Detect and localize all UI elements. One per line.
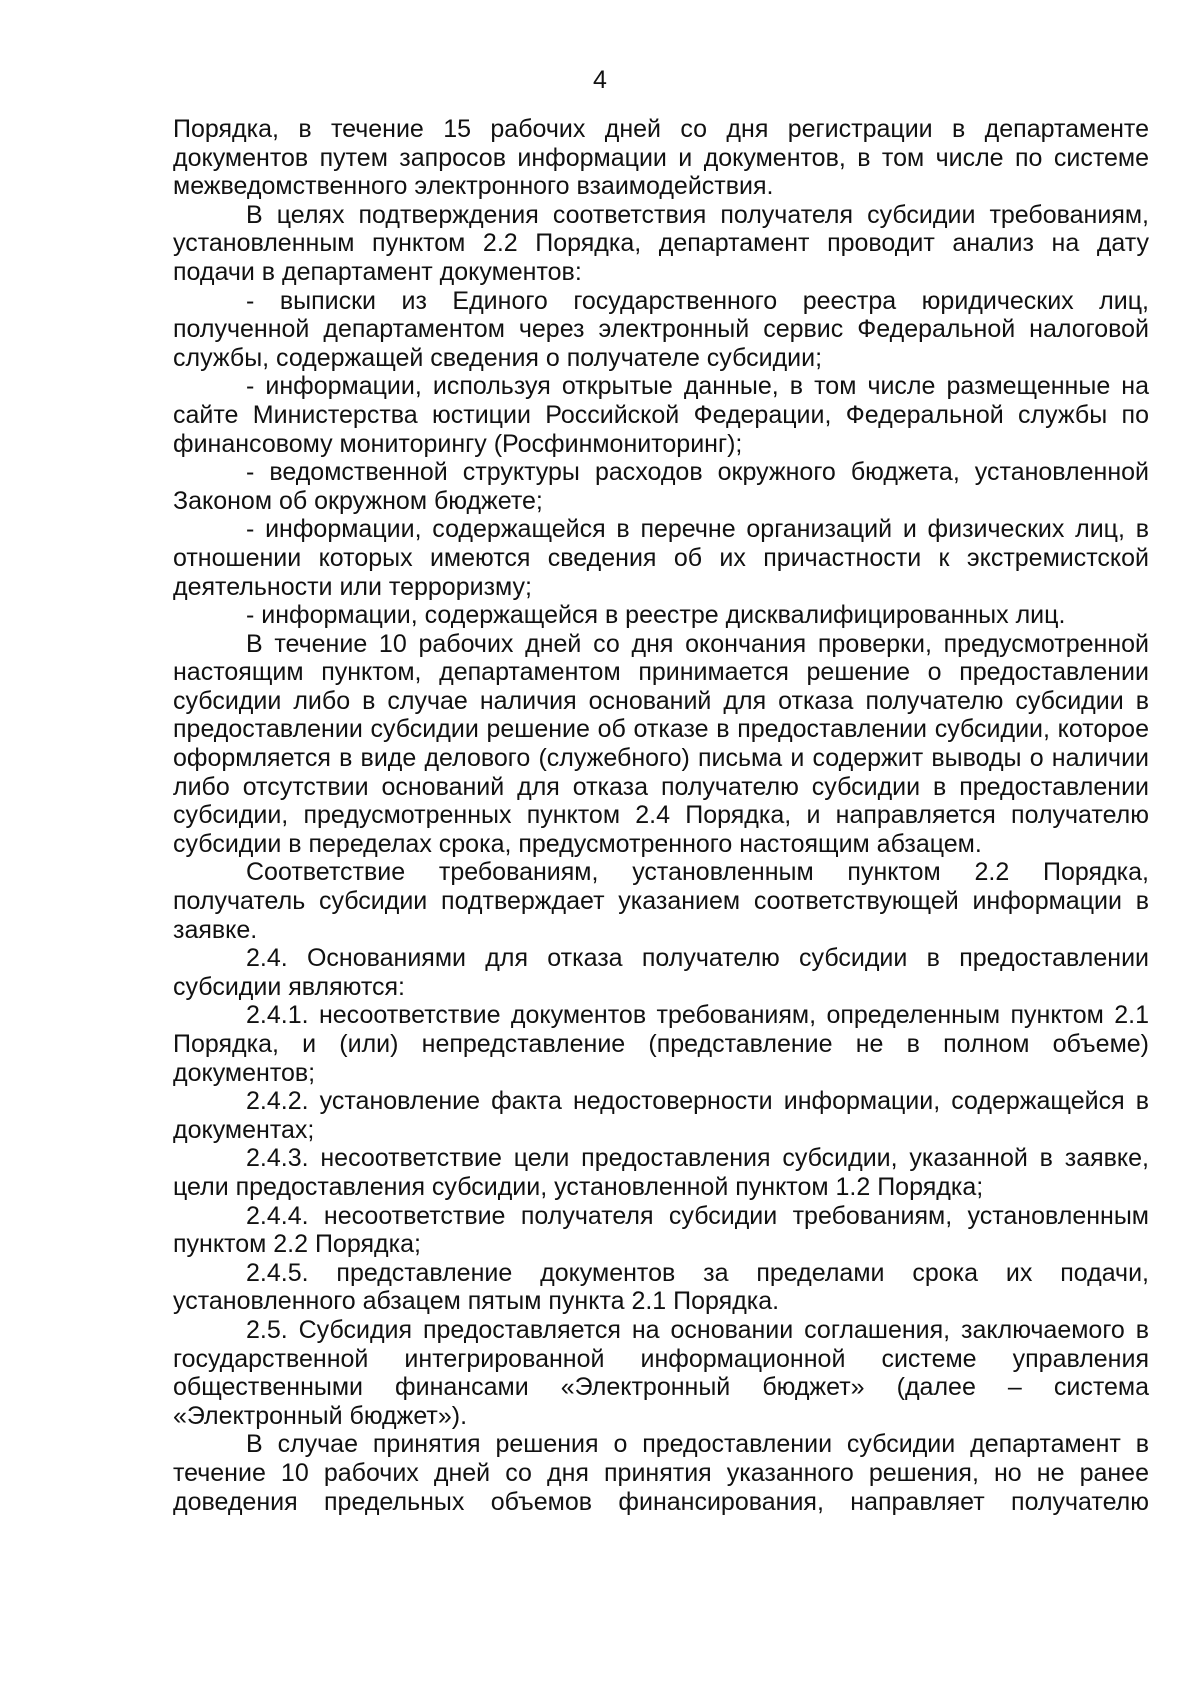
paragraph-verification-intro: В целях подтверждения соответствия получателя субсидии требованиям, установленным пунктом 2.2 Порядка, департамент проводит анализ на дату подачи в департамент документов: bbox=[173, 200, 1149, 286]
paragraph-compliance: Соответствие требованиям, установленным пунктом 2.2 Порядка, получатель субсидии подтверждает указанием соответствующей информации в заявке. bbox=[173, 858, 1149, 944]
section-2-5: 2.5. Субсидия предоставляется на основании соглашения, заключаемого в государственной интегрированной информационной системе управления общественными финансами «Электронный бюджет» (далее – система «Электронный бюджет»). bbox=[173, 1315, 1149, 1430]
list-item-egrul-extract: - выписки из Единого государственного реестра юридических лиц, полученной департаментом через электронный сервис Федеральной налоговой службы, содержащей сведения о получателе субсидии; bbox=[173, 286, 1149, 372]
clause-2-4-5: 2.4.5. представление документов за пределами срока их подачи, установленного абзацем пятым пункта 2.1 Порядка. bbox=[173, 1258, 1149, 1316]
list-item-budget-structure: - ведомственной структуры расходов окружного бюджета, установленной Законом об окружном бюджете; bbox=[173, 458, 1149, 515]
section-2-4-heading: 2.4. Основаниями для отказа получателю субсидии в предоставлении субсидии являются: bbox=[173, 944, 1149, 1001]
paragraph-decision-term: В течение 10 рабочих дней со дня окончания проверки, предусмотренной настоящим пунктом, департаментом принимается решение о предоставлении субсидии либо в случае наличия оснований для отказа получателю субсидии в предоставлении субсидии решение об отказе в предоставлении субсидии, которое оформляется в виде делового (служебного) письма и содержит выводы о наличии либо отсутствии оснований для отказа получателю субсидии в предоставлении субсидии, предусмотренных пунктом 2.4 Порядка, и направляется получателю субсидии в переделах срока, предусмотренного настоящим абзацем. bbox=[173, 629, 1149, 858]
list-item-disqualified-registry: - информации, содержащейся в реестре дисквалифицированных лиц. bbox=[246, 601, 1066, 630]
page-number: 4 bbox=[593, 66, 607, 94]
list-item-open-data: - информации, используя открытые данные, в том числе размещенные на сайте Министерства юстиции Российской Федерации, Федеральной службы по финансовому мониторингу (Росфинмониторинг); bbox=[173, 372, 1149, 458]
clause-2-4-3: 2.4.3. несоответствие цели предоставления субсидии, указанной в заявке, цели предоставления субсидии, установленной пунктом 1.2 Порядка; bbox=[173, 1144, 1149, 1201]
clause-2-4-4: 2.4.4. несоответствие получателя субсидии требованиям, установленным пунктом 2.2 Порядка; bbox=[173, 1201, 1149, 1259]
paragraph-decision-notice: В случае принятия решения о предоставлении субсидии департамент в течение 10 рабочих дней со дня принятия указанного решения, но не ранее доведения предельных объемов финансирования, направляет получателю bbox=[173, 1430, 1149, 1516]
paragraph-continuation: Порядка, в течение 15 рабочих дней со дня регистрации в департаменте документов путем запросов информации и документов, в том числе по системе межведомственного электронного взаимодействия. bbox=[173, 115, 1149, 201]
clause-2-4-1: 2.4.1. несоответствие документов требованиям, определенным пунктом 2.1 Порядка, и (или) непредставление (представление не в полном объеме) документов; bbox=[173, 1001, 1149, 1087]
document-body bbox=[173, 115, 1149, 1516]
list-item-extremism-list: - информации, содержащейся в перечне организаций и физических лиц, в отношении которых имеются сведения об их причастности к экстремистской деятельности или терроризму; bbox=[173, 515, 1149, 601]
clause-2-4-2: 2.4.2. установление факта недостоверности информации, содержащейся в документах; bbox=[173, 1087, 1149, 1144]
